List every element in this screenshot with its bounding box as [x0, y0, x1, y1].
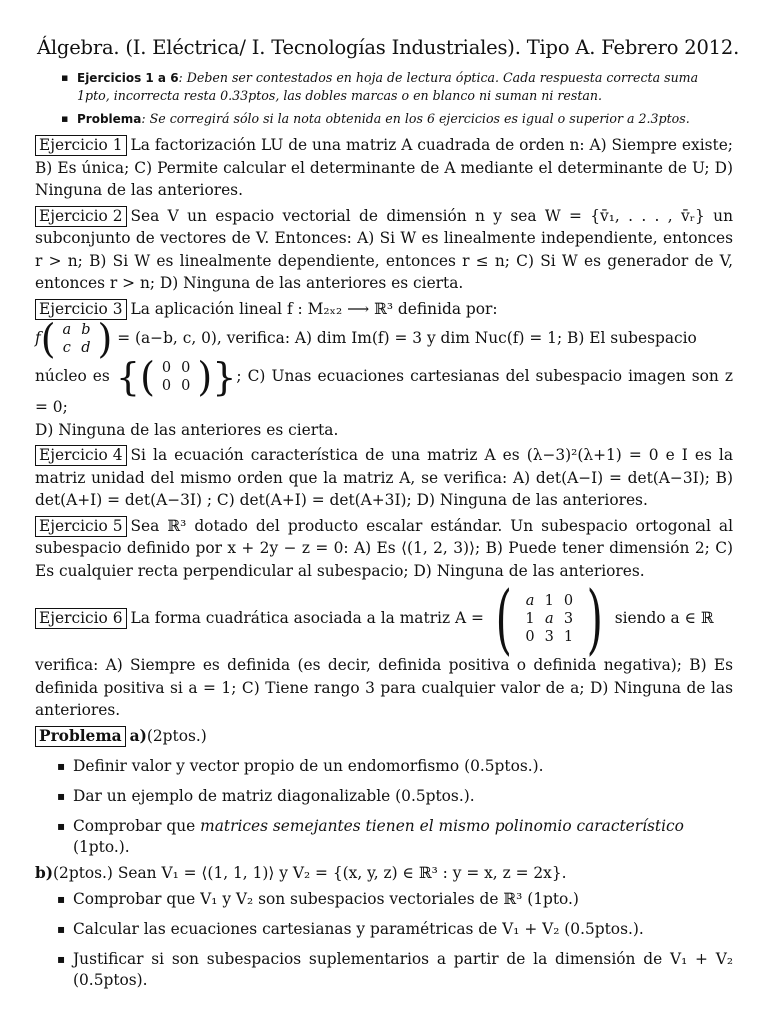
end-text: D) Ninguna de las anteriores es cierta.	[35, 420, 339, 439]
exercise-3	[35, 298, 733, 442]
exercise-label: Ejercicio 1	[35, 135, 127, 156]
matrix-cell: b	[81, 322, 91, 338]
function-name: f	[35, 329, 41, 347]
item-italic: matrices semejantes tienen el mismo polinomio característico	[200, 817, 684, 835]
item-text: (1pto.).	[73, 838, 130, 856]
list-item: ▪ Justificar si son subespacios suplementarios a partir de la dimensión de V₁ + V₂ (0.5ptos).	[35, 949, 733, 991]
note-problema	[61, 110, 733, 128]
after-text: siendo a ∈ ℝ	[614, 609, 714, 627]
zero-matrix	[157, 359, 195, 395]
right-paren: )	[197, 353, 213, 401]
exercise-text: Sea V un espacio vectorial de dimensión n y sea W = {v̄₁, . . . , v̄ᵣ} un subconjunto de vectores de V. Entonces: A) Si W es linealmente independiente, entonces r > n; B) Si W es linealmente dependiente, entonces r ≤ n; C) Si W es generador de V, entonces r > n; D) Ninguna de las anteriores es cierta.	[35, 206, 733, 292]
matrix-cell: c	[62, 340, 71, 356]
note-label: Problema	[77, 112, 142, 126]
exercise-text: Si la ecuación característica de una matriz A es (λ−3)²(λ+1) = 0 e I es la matriz unidad del mismo orden que la matriz A, se verifica: A) det(A−I) = det(A−3I); B) det(A+I) = det(A−3I) ; C) det(A+I) = det(A+3I); D) Ninguna de las anteriores.	[35, 446, 733, 509]
exercise-text: verifica: A) Siempre es definida (es decir, definida positiva o definida negativa); B) Es definida positiva si a = 1; C) Tiene rango 3 para cualquier valor de a; D) Ninguna de las anteriores.	[35, 656, 733, 719]
left-paren: (	[140, 353, 155, 401]
left-paren: (	[40, 315, 56, 363]
exercise-label: Ejercicio 3	[35, 299, 127, 320]
exercise-intro: La forma cuadrática asociada a la matriz A =	[130, 609, 484, 627]
exercise-4	[35, 444, 733, 512]
list-item: ▪ Calcular las ecuaciones cartesianas y paramétricas de V₁ + V₂ (0.5ptos.).	[35, 919, 733, 940]
page-title: Álgebra. (I. Eléctrica/ I. Tecnologías Industriales). Tipo A. Febrero 2012.	[37, 36, 740, 59]
matrix-cell: a	[525, 593, 535, 609]
matrix-cell: d	[81, 340, 91, 356]
matrix-cell: 1	[525, 611, 535, 627]
matrix-cell: 3	[544, 629, 554, 645]
right-paren: )	[586, 574, 604, 663]
list-item: ▪ Comprobar que V₁ y V₂ son subespacios vectoriales de ℝ³ (1pto.)	[35, 889, 733, 910]
exercise-label: Ejercicio 2	[35, 206, 127, 227]
list-item: ▪ Dar un ejemplo de matriz diagonalizable (0.5ptos.).	[35, 786, 733, 807]
part-b-label: b)	[35, 864, 54, 882]
item-text: Comprobar que	[73, 817, 201, 835]
exercise-label: Ejercicio 5	[35, 516, 127, 537]
part-a-points: (2ptos.)	[146, 726, 207, 745]
left-paren: (	[495, 574, 512, 663]
exercise-text: La factorización LU de una matriz A cuadrada de orden n: A) Siempre existe; B) Es única; C) Permite calcular el determinante de A mediante el determinante de U; D) Ninguna de las anteriores.	[35, 136, 733, 199]
matrix-cell: 0	[181, 378, 191, 394]
matrix-3x3	[520, 592, 578, 646]
map-text: = (a−b, c, 0), verifica: A) dim Im(f) = 3 y dim Nuc(f) = 1; B) El subespacio	[117, 329, 697, 347]
matrix-cell: 1	[544, 593, 554, 609]
exercise-intro: La aplicación lineal f : M₂ₓ₂ ⟶ ℝ³ definida por:	[130, 299, 498, 318]
matrix-cell: 0	[181, 360, 191, 376]
exercise-text: Sea ℝ³ dotado del producto escalar estándar. Un subespacio ortogonal al subespacio definido por x + 2y − z = 0: A) Es ⟨(1, 2, 3)⟩; B) Puede tener dimensión 2; C) Es cualquier recta perpendicular al subespacio; D) Ninguna de las anteriores.	[35, 516, 733, 580]
matrix-cell: 0	[563, 593, 574, 609]
problem-section	[35, 725, 733, 748]
note-label: Ejercicios 1 a 6	[77, 71, 179, 85]
right-paren: )	[97, 315, 113, 363]
matrix-cell: 0	[161, 378, 172, 394]
exercise-5	[35, 515, 733, 583]
matrix-cell: a	[62, 322, 72, 338]
exercise-1	[35, 134, 733, 202]
exercise-label: Ejercicio 6	[35, 608, 127, 629]
instructions	[61, 69, 733, 128]
part-b	[35, 862, 733, 885]
list-item	[35, 816, 733, 858]
exercise-6	[35, 574, 733, 722]
exercise-2	[35, 205, 733, 295]
matrix-cell: 1	[563, 629, 574, 645]
matrix-cell: 0	[525, 629, 535, 645]
matrix-cell: 3	[563, 611, 574, 627]
rest-text: ; C) Unas ecuaciones cartesianas del subespacio imagen son z = 0;	[35, 367, 733, 416]
nucleo-text: núcleo es	[35, 367, 110, 385]
list-item: ▪ Definir valor y vector propio de un endomorfismo (0.5ptos.).	[35, 756, 733, 777]
left-brace: {	[115, 355, 141, 399]
right-brace: }	[212, 355, 237, 399]
problem-label: Problema	[35, 726, 126, 747]
matrix-2x2	[58, 321, 96, 357]
exam-page	[35, 36, 740, 991]
matrix-cell: a	[544, 611, 554, 627]
exercise-label: Ejercicio 4	[35, 445, 127, 466]
matrix-cell: 0	[161, 360, 172, 376]
note-text: : Se corregirá sólo si la nota obtenida en los 6 ejercicios es igual o superior a 2.3ptos.	[141, 111, 690, 126]
note-ejercicios	[61, 69, 733, 104]
part-b-text: (2ptos.) Sean V₁ = ⟨(1, 1, 1)⟩ y V₂ = {(x, y, z) ∈ ℝ³ : y = x, z = 2x}.	[53, 864, 567, 882]
part-a-label: a)	[129, 726, 147, 745]
note-text: : Deben ser contestados en hoja de lectura óptica. Cada respuesta correcta suma 1pto, incorrecta resta 0.33ptos, las dobles marcas o en blanco ni suman ni restan.	[77, 70, 699, 103]
